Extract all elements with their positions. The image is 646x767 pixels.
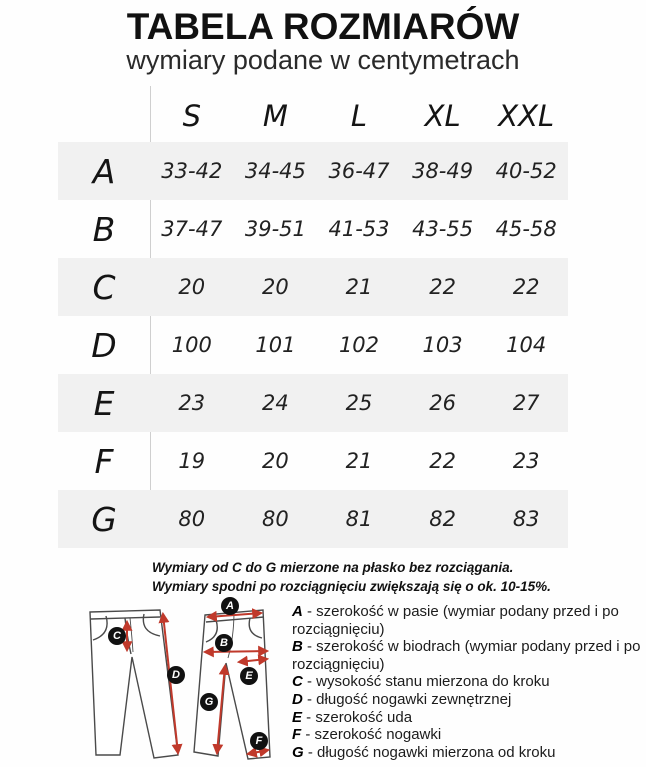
page-header (0, 6, 646, 76)
row-label-c: C (92, 267, 116, 307)
row-label-e: E (93, 383, 115, 423)
cell-d-xxl: 104 (506, 333, 547, 357)
cell-g-xxl: 83 (512, 507, 540, 531)
cell-b-xl: 43-55 (412, 217, 474, 241)
table-row (58, 316, 568, 374)
legend-letter-d: D (292, 690, 303, 708)
table-row (58, 374, 568, 432)
row-label-f: F (94, 441, 114, 481)
cell-c-xxl: 22 (512, 275, 540, 299)
legend-text-d: - długość nogawki zewnętrznej (302, 690, 512, 708)
legend-text-f: - szerokość nogawki (301, 726, 442, 744)
legend-letter-f: F (292, 726, 302, 744)
cell-d-xl: 103 (422, 333, 463, 357)
col-header-l: L (350, 99, 368, 133)
cell-g-s: 80 (178, 507, 206, 531)
cell-e-m: 24 (262, 391, 289, 415)
legend-item-e (292, 709, 644, 727)
cell-d-l: 102 (338, 333, 380, 357)
legend-item-c (292, 673, 644, 691)
measurement-notes (152, 558, 551, 596)
cell-d-m: 101 (255, 333, 296, 357)
cell-f-m: 20 (262, 449, 289, 473)
legend-item-b (292, 638, 644, 673)
legend-text-c: - wysokość stanu mierzona do kroku (302, 673, 550, 691)
cell-g-xl: 82 (429, 507, 456, 531)
legend-item-f (292, 726, 644, 744)
table-row (58, 432, 568, 490)
cell-b-l: 41-53 (328, 217, 390, 241)
cell-f-l: 21 (345, 449, 373, 473)
cell-g-m: 80 (262, 507, 289, 531)
legend-text-a: - szerokość w pasie (wymiar podany przed i po rozciągnięciu) (292, 603, 619, 638)
legend-item-a (292, 603, 644, 638)
cell-a-m: 34-45 (244, 159, 306, 183)
measurement-legend (292, 603, 644, 761)
table-row (58, 490, 568, 548)
col-header-xxl: XXL (498, 99, 555, 133)
cell-a-xxl: 40-52 (495, 159, 557, 183)
legend-letter-e: E (292, 708, 303, 726)
cell-a-l: 36-47 (328, 159, 390, 183)
cell-e-xxl: 27 (512, 391, 540, 415)
diagram-badge-d: D (167, 666, 185, 684)
cell-b-xxl: 45-58 (495, 217, 557, 241)
legend-text-e: - szerokość uda (302, 708, 413, 726)
cell-e-s: 23 (178, 391, 206, 415)
pants-measurement-diagram (78, 592, 290, 767)
diagram-badge-a: A (221, 597, 239, 615)
legend-item-d (292, 691, 644, 709)
cell-a-xl: 38-49 (412, 159, 474, 183)
cell-c-m: 20 (262, 275, 289, 299)
cell-b-s: 37-47 (161, 217, 223, 241)
row-label-g: G (91, 499, 117, 539)
cell-c-xl: 22 (429, 275, 456, 299)
note-line-1: Wymiary od C do G mierzone na płasko bez rozciągania. (152, 560, 514, 575)
legend-letter-c: C (292, 673, 303, 691)
row-label-a: A (92, 151, 116, 191)
cell-f-xxl: 23 (512, 449, 540, 473)
legend-letter-b: B (292, 638, 303, 656)
row-label-d: D (91, 325, 117, 365)
diagram-badge-b: B (215, 634, 233, 652)
legend-item-g (292, 744, 644, 762)
table-row (58, 200, 568, 258)
cell-g-l: 81 (345, 507, 373, 531)
cell-f-s: 19 (178, 449, 206, 473)
cell-f-xl: 22 (429, 449, 456, 473)
row-label-b: B (92, 209, 116, 249)
size-table (58, 90, 568, 548)
col-header-xl: XL (424, 99, 461, 133)
col-header-s: S (182, 99, 201, 133)
table-header-row (58, 90, 568, 142)
diagram-badge-e: E (240, 667, 258, 685)
table-row (58, 258, 568, 316)
col-header-m: M (262, 99, 288, 133)
legend-text-b: - szerokość w biodrach (wymiar podany przed i po rozciągnięciu) (292, 638, 641, 673)
page-title: TABELA ROZMIARÓW (126, 6, 520, 47)
legend-text-g: - długość nogawki mierzona od kroku (303, 743, 556, 761)
cell-c-l: 21 (345, 275, 373, 299)
cell-a-s: 33-42 (161, 159, 223, 183)
table-row (58, 142, 568, 200)
cell-e-xl: 26 (429, 391, 456, 415)
corner-cell (58, 90, 150, 142)
legend-letter-a: A (292, 603, 303, 620)
cell-d-s: 100 (171, 333, 212, 357)
cell-c-s: 20 (178, 275, 206, 299)
diagram-badge-c: C (108, 627, 126, 645)
note-line-2: Wymiary spodni po rozciągnięciu zwiększają się o ok. 10-15%. (152, 579, 551, 594)
diagram-badge-g: G (200, 693, 218, 711)
page-subtitle: wymiary podane w centymetrach (126, 45, 520, 75)
cell-b-m: 39-51 (244, 217, 306, 241)
legend-letter-g: G (292, 743, 304, 761)
cell-e-l: 25 (345, 391, 373, 415)
diagram-badge-f: F (250, 732, 268, 750)
